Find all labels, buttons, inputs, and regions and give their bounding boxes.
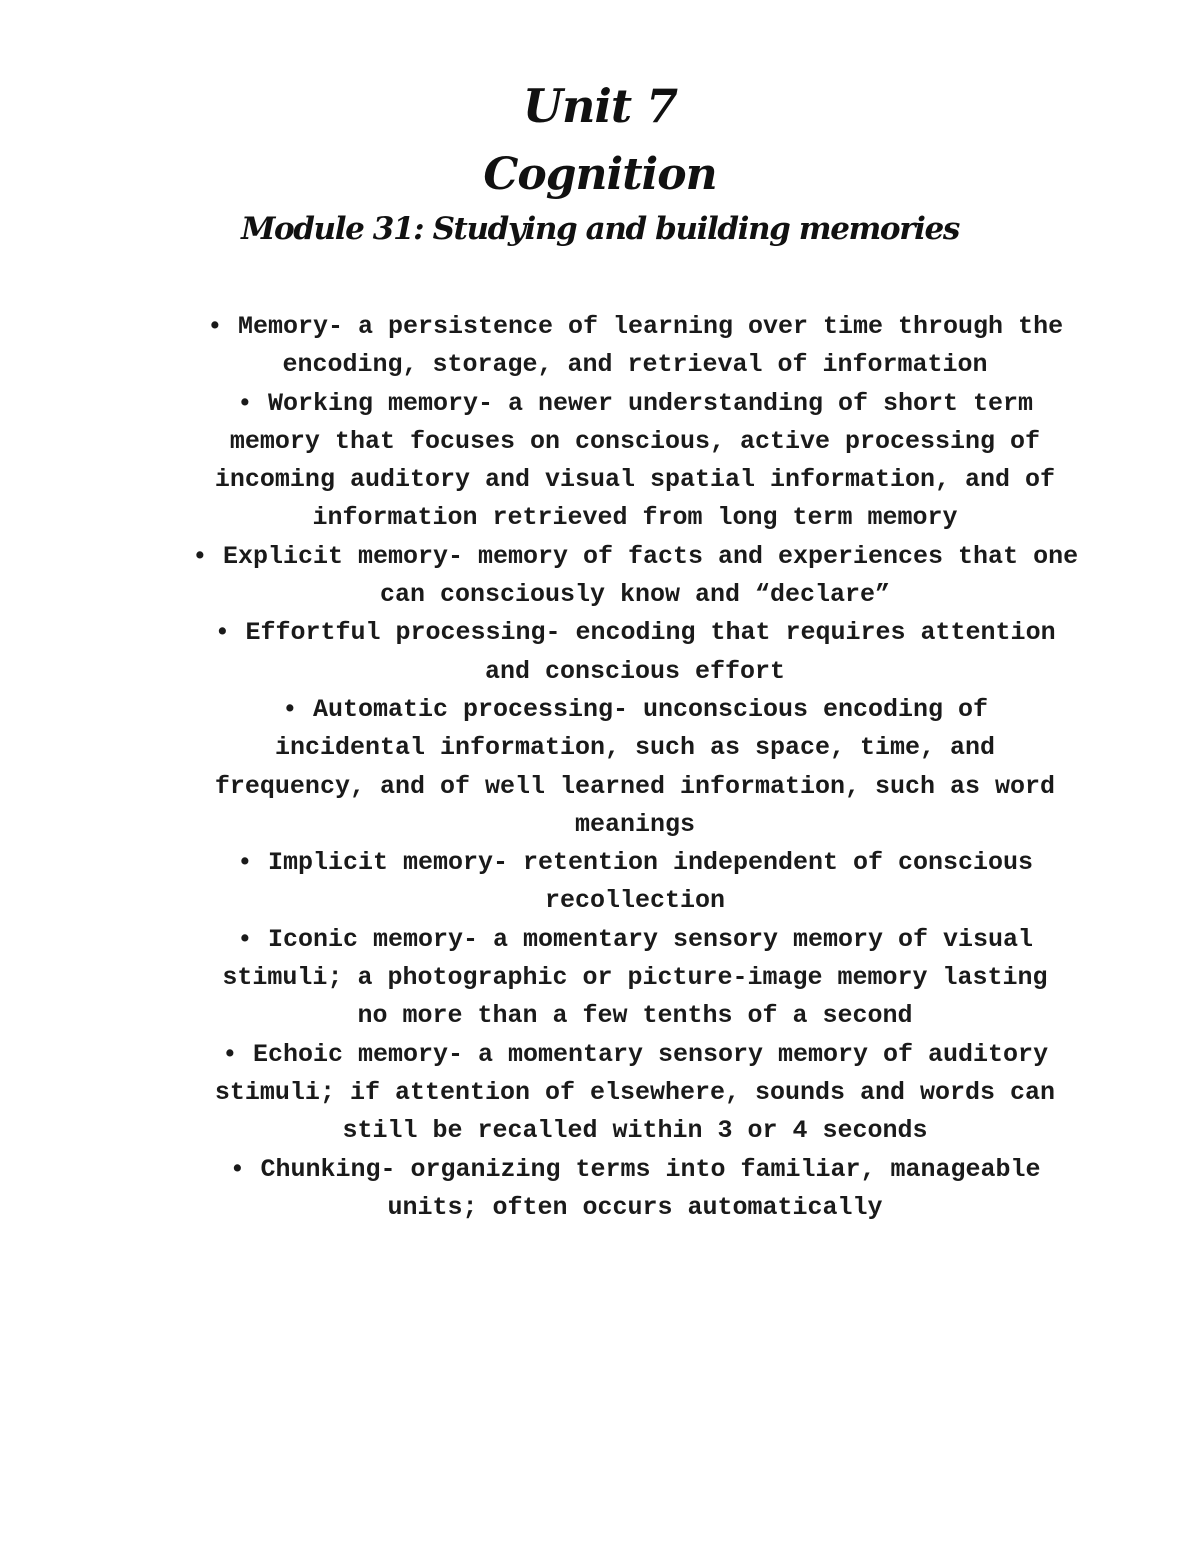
module-title: Module 31: Studying and building memories bbox=[241, 211, 959, 247]
note-iconic-memory bbox=[205, 921, 1065, 1036]
note-effortful-processing bbox=[205, 614, 1065, 691]
note-text: Automatic processing- unconscious encoding of incidental information, such as space, time, and frequency, and of well learned information, such as word meanings bbox=[214, 694, 1056, 839]
notes-list bbox=[150, 308, 1120, 1227]
note-explicit-memory bbox=[185, 538, 1085, 615]
note-text: Echoic memory- a momentary sensory memory of auditory stimuli; if attention of elsewhere, sounds and words can still be recalled within 3 or 4 seconds bbox=[214, 1039, 1056, 1146]
note-text: Memory- a persistence of learning over time through the encoding, storage, and retrieval of information bbox=[237, 312, 1064, 380]
note-text: Explicit memory- memory of facts and experiences that one can consciously know and “declare” bbox=[222, 541, 1079, 610]
note-memory bbox=[205, 308, 1065, 385]
note-implicit-memory bbox=[225, 844, 1045, 921]
bullet-icon: • bbox=[237, 924, 253, 954]
note-working-memory bbox=[205, 385, 1065, 538]
note-automatic-processing bbox=[205, 691, 1065, 844]
bullet-icon: • bbox=[222, 1039, 238, 1069]
note-echoic-memory bbox=[205, 1036, 1065, 1151]
bullet-icon: • bbox=[192, 541, 208, 571]
unit-title: Unit 7 bbox=[522, 79, 678, 133]
note-text: Implicit memory- retention independent of conscious recollection bbox=[267, 848, 1034, 916]
note-text: Chunking- organizing terms into familiar, manageable units; often occurs automatically bbox=[260, 1154, 1041, 1222]
note-text: Effortful processing- encoding that requires attention and conscious effort bbox=[245, 618, 1056, 686]
bullet-icon: • bbox=[214, 618, 230, 648]
topic-title: Cognition bbox=[483, 149, 717, 200]
note-text: Iconic memory- a momentary sensory memory of visual stimuli; a photographic or picture-image memory lasting no more than a few tenths of a second bbox=[222, 924, 1048, 1031]
bullet-icon: • bbox=[282, 694, 298, 724]
note-text: Working memory- a newer understanding of short term memory that focuses on conscious, active processing of incoming auditory and visual spatial information, and of information retrieved from long term memory bbox=[214, 388, 1056, 533]
bullet-icon: • bbox=[237, 388, 253, 418]
bullet-icon: • bbox=[229, 1154, 245, 1184]
bullet-icon: • bbox=[207, 312, 223, 341]
bullet-icon: • bbox=[237, 848, 253, 878]
note-chunking bbox=[225, 1151, 1045, 1228]
